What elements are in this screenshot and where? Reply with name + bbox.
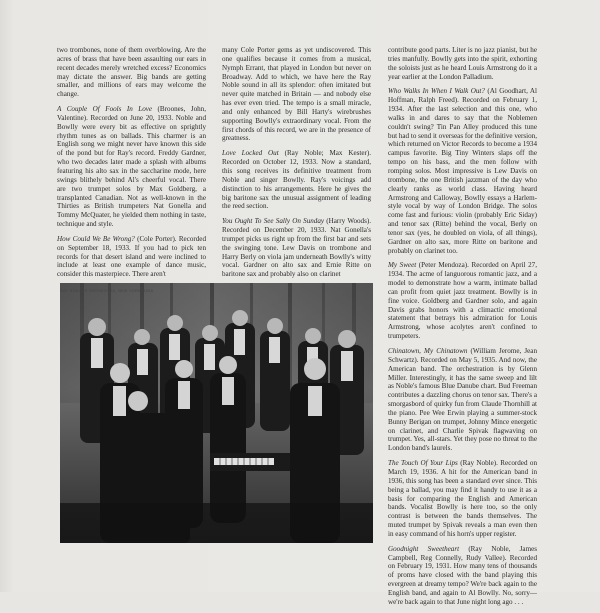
song-title: The Touch Of Your Lips bbox=[388, 459, 458, 468]
paragraph bbox=[222, 149, 371, 211]
song-title: Love Locked Out bbox=[222, 149, 279, 158]
band-photo bbox=[60, 283, 373, 543]
paragraph-body: (Ray Noble, James Campbell, Reg Connelly, Rudy Vallee). Recorded on February 19, 1931. How many tens of thousands of proms have closed with the band playing this evergreen at dreamy tempo? We're back again to the English band, and again to Al Bowlly. No, sorry— we're back again to that June night long ago . . . bbox=[388, 544, 537, 606]
text-column-3 bbox=[388, 46, 537, 613]
song-title: Who Walks In When I Walk Out? bbox=[388, 87, 485, 96]
paragraph bbox=[388, 459, 537, 539]
song-title: Chinatown, My Chinatown bbox=[388, 347, 468, 355]
paragraph bbox=[222, 217, 371, 279]
paragraph-body: (Harry Woods). Recorded on December 20, 1933. Nat Gonella's trumpet picks us right up from the first bar and sets the swinging tone. Lew Davis on trombone and Harry Berly on viola jam underneath Bowlly's witty vocal. Gardner on alto sax and Ernie Ritte on baritone sax and probably also on clarinet bbox=[222, 217, 371, 279]
paragraph-body: (Cole Porter). Recorded on September 18, 1933. If you had to pick ten records for that desert island and were inclined to include at least one example of dance music, consider this masterpiece. There aren't bbox=[57, 234, 207, 279]
song-title: How Could We Be Wrong? bbox=[57, 234, 135, 243]
paragraph-body: (Al Goodhart, Al Hoffman, Ralph Freed). Recorded on February 1, 1934. After the last selection and this one, who walks in and dares to say that the Noblemen couldn't swing? Tin Pan Alley produced this tune but had to send it overseas for the definitive version, which returned on Victor Records to become a 1934 campus favorite. Big Tiny Winters slaps off the tempo on his bass, and the men follow with romping solos. Most impressive is Lew Davis on trombone, the one British jazzman of the day who clearly ranks as world class. Having heard Armstrong and Calloway, Bowlly essays a Harlem-style vocal by way of London Bridge. The solos come fast and furious: violin (probably Eric Siday) and tenor sax (Ritte) behind the vocal, Berly on tenor sax (yes, he doubled on viola, of all things), Gardner on alto sax, more Ritte on baritone and probably on clarinet too. bbox=[388, 87, 537, 255]
song-title: My Sweet bbox=[388, 261, 417, 270]
paragraph-body: (Broones, John, Valentine). Recorded on June 20, 1933. Noble and Bowlly were every bit as effective on sprightly rhythm tunes as on ballads. This charmer is an English song we might never have known this side of the pond but for Ray's record. Freddy Gardner, who two decades later made a splash with albums featuring his alto sax in the saccharine mode, here swings blithely behind Al's cheerful vocal. There are two trumpet solos by Max Goldberg, a transplanted Canadian. Not as well-known in the Thirties as British trumpeters Nat Gonella and Tommy McQuater, he yielded them nothing in taste, technique and style. bbox=[57, 105, 206, 229]
paragraph bbox=[388, 87, 537, 255]
paragraph-body: (William Jerome, Jean Schwartz). Recorded on May 5, 1935. And now, the American band. The orchestration is by Glenn Miller. Interestingly, it has the same sweep and lilt as Noble's famous Blue Danube chart. Bud Freeman contributes a dazzling chorus on tenor sax. There's a smorgasbord of quirky fun from Claude Thornhill at the piano. Pee Wee Erwin playing a summer-stock Bunny Berigan on trumpet, Johnny Mince energetic on clarinet, and Charlie Spivak flagwaving on trumpet. Yes, all-stars. Yet they pose no threat to the London band's laurels. bbox=[388, 347, 537, 453]
song-title: Goodnight Sweetheart bbox=[388, 544, 460, 553]
paragraph bbox=[388, 545, 537, 607]
text-column-1 bbox=[57, 46, 206, 285]
paragraph: contribute good parts. Liter is no jazz pianist, but he tries manfully. Bowlly gets into the spirit, exhorting the soloists just as he heard Louis Armstrong do it a year earlier at the London Palladium. bbox=[388, 46, 537, 81]
band-photo-icon bbox=[60, 283, 373, 543]
song-title: You Ought To See Sally On Sunday bbox=[222, 217, 325, 226]
paragraph-body: (Ray Noble). Recorded on March 19, 1936. A hit for the American band in 1936, this song has been a standard ever since. This being a ballad, you may find it handy to use it as a basis for comparing the English and American bands. Vocalist Bowlly is here too, so the only contrast is between the bands themselves. The muted trumpet by Spivak reveals a man even then in easy command of his horn's upper register. bbox=[388, 459, 537, 538]
paragraph bbox=[57, 235, 206, 279]
paragraph bbox=[388, 261, 537, 341]
paragraph bbox=[57, 105, 206, 229]
photo-caption: RAY NOBLE'S ORCHESTRA, NEW YORK, 1935 bbox=[60, 289, 154, 293]
paragraph-body: (Ray Noble; Max Kester). Recorded on October 12, 1933. Now a standard, this song receives its definitive treatment from Noble and singer Bowlly. Ray's voicings add distinction to his arrangements. Here he gives the big baritone sax the unusual assignment of leading the reed section. bbox=[222, 149, 372, 211]
paragraph-body: (Peter Mendoza). Recorded on April 27, 1934. The acme of languorous romantic jazz, and a model to demonstrate how a warm, intimate ballad can profit from quiet jazz treatment. Bowlly is in fine voice. Goldberg and Gardner solo, and again Davis grabs honors with a climactic emotional statement that betrays his admiration for Louis Armstrong, whose acolytes aren't confined to trumpeters. bbox=[388, 261, 537, 341]
song-title: A Couple Of Fools In Love bbox=[57, 105, 153, 114]
paragraph: many Cole Porter gems as yet undiscovered. This one qualifies because it comes from a musical, Nymph Errant, that played in London but never on Broadway. Add to which, we have here the Ray Noble sound in all its splendor: often imitated but never quite matched in Britain — and nobody else has ever even tried. The tempo is a small miracle, and only enhanced by Bill Harty's wirebrushes supporting Bowlly's extraordinary vocal. From the first chords of this record, we are in the presence of greatness. bbox=[222, 46, 371, 143]
paragraph: two trombones, none of them overblowing. Are the acres of brass that have been assaulting our ears in recent decades merely wretched excess? Economics may dictate the answer. Big bands are getting smaller, and millions of ears may welcome the change. bbox=[57, 46, 206, 99]
paragraph bbox=[388, 347, 537, 453]
text-column-2 bbox=[222, 46, 371, 285]
